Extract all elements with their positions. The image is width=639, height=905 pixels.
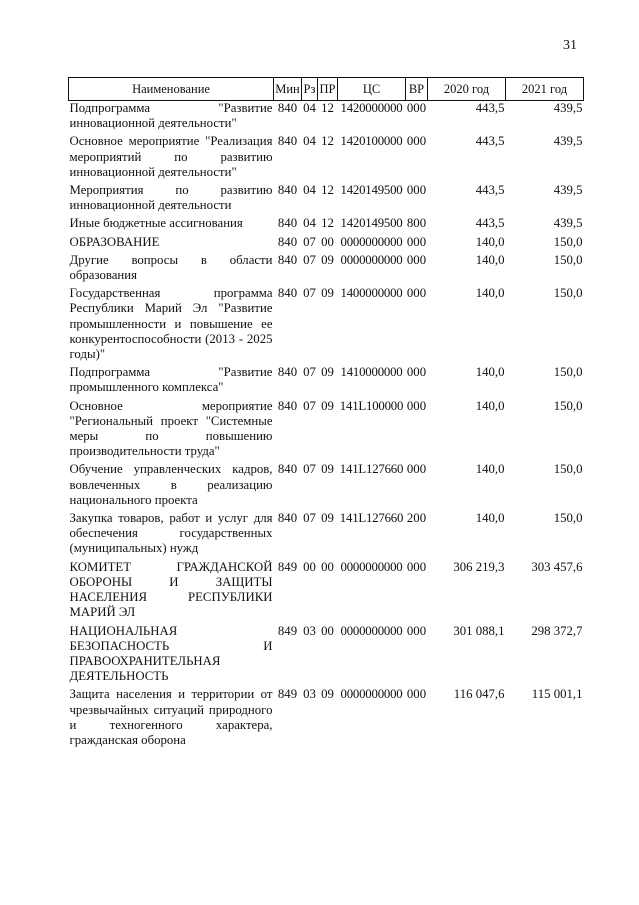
row-cs: 0000000000	[340, 559, 403, 574]
row-cs: 1410000000	[340, 365, 403, 380]
row-2021: 303 457,6	[531, 559, 583, 574]
row-pr: 12	[321, 216, 334, 231]
row-vr: 000	[406, 286, 427, 301]
row-vr: 000	[406, 559, 427, 574]
row-min: 840	[277, 252, 298, 267]
table-row	[69, 621, 584, 685]
row-2020: 116 047,6	[453, 687, 505, 702]
row-pr: 09	[321, 398, 334, 413]
row-cs: 1420149500	[340, 183, 403, 198]
row-vr: 000	[406, 687, 427, 702]
row-name: Основное мероприятие "Региональный проект "Системные меры по повышению производительности труда"	[69, 398, 273, 459]
header-min: Мин	[274, 78, 302, 101]
row-cs: 0000000000	[340, 234, 403, 249]
row-pr: 09	[321, 286, 334, 301]
row-2020: 443,5	[475, 101, 505, 115]
row-rz: 03	[303, 623, 316, 638]
row-rz: 04	[303, 101, 316, 115]
table-row	[69, 362, 584, 395]
row-pr: 12	[321, 134, 334, 149]
row-cs: 141L127660	[339, 462, 404, 477]
table-row	[69, 101, 584, 132]
table-row	[69, 283, 584, 362]
row-cs: 0000000000	[340, 252, 403, 267]
row-pr: 09	[321, 462, 334, 477]
row-2021: 150,0	[553, 286, 583, 301]
row-min: 840	[277, 511, 298, 526]
row-vr: 000	[406, 623, 427, 638]
row-2021: 439,5	[553, 134, 583, 149]
row-name: ОБРАЗОВАНИЕ	[69, 234, 160, 249]
row-cs: 1420000000	[340, 101, 403, 115]
row-cs: 1420149500	[340, 216, 403, 231]
row-rz: 07	[303, 252, 316, 267]
row-cs: 141L127660	[339, 511, 404, 526]
row-name: Иные бюджетные ассигнования	[69, 216, 243, 231]
row-name: Подпрограмма "Развитие инновационной деятельности"	[69, 101, 273, 131]
row-name: КОМИТЕТ ГРАЖДАНСКОЙ ОБОРОНЫ И ЗАЩИТЫ НАСЕЛЕНИЯ РЕСПУБЛИКИ МАРИЙ ЭЛ	[69, 559, 273, 620]
budget-table	[68, 77, 584, 748]
row-pr: 09	[321, 687, 334, 702]
row-pr: 00	[321, 234, 334, 249]
header-2020: 2020 год	[428, 78, 506, 101]
row-cs: 0000000000	[340, 623, 403, 638]
row-2020: 140,0	[475, 462, 505, 477]
row-2021: 439,5	[553, 101, 583, 115]
row-cs: 1420100000	[340, 134, 403, 149]
row-min: 849	[277, 623, 298, 638]
row-name: Другие вопросы в области образования	[69, 252, 273, 283]
row-2021: 298 372,7	[531, 623, 583, 638]
row-vr: 000	[406, 134, 427, 149]
row-2020: 301 088,1	[453, 623, 505, 638]
row-2021: 150,0	[553, 398, 583, 413]
row-name: Мероприятия по развитию инновационной деятельности	[69, 183, 273, 213]
row-min: 840	[277, 234, 298, 249]
table-row	[69, 232, 584, 250]
row-min: 840	[277, 216, 298, 231]
row-rz: 07	[303, 462, 316, 477]
row-min: 849	[277, 559, 298, 574]
row-2021: 439,5	[553, 183, 583, 198]
page-number: 31	[563, 38, 577, 53]
row-vr: 000	[406, 234, 427, 249]
row-2020: 306 219,3	[453, 559, 505, 574]
row-2020: 140,0	[475, 398, 505, 413]
row-2020: 443,5	[475, 183, 505, 198]
row-rz: 04	[303, 134, 316, 149]
row-vr: 800	[406, 216, 427, 231]
row-2021: 115 001,1	[531, 687, 583, 702]
row-pr: 09	[321, 511, 334, 526]
table-row	[69, 396, 584, 460]
table-row	[69, 180, 584, 213]
row-2020: 443,5	[475, 134, 505, 149]
row-name: Закупка товаров, работ и услуг для обеспечения государственных (муниципальных) нужд	[69, 511, 273, 556]
row-2020: 443,5	[475, 216, 505, 231]
row-2021: 150,0	[553, 234, 583, 249]
row-min: 840	[277, 183, 298, 198]
table-row	[69, 250, 584, 283]
row-2020: 140,0	[475, 365, 505, 380]
table-row	[69, 213, 584, 231]
row-name: Государственная программа Республики Марий Эл "Развитие промышленности и повышение ее конкурентоспособности (2013 - 2025 годы)"	[69, 286, 273, 362]
row-2021: 150,0	[553, 511, 583, 526]
header-2021: 2021 год	[506, 78, 584, 101]
row-2020: 140,0	[475, 511, 505, 526]
row-pr: 09	[321, 252, 334, 267]
table-row	[69, 684, 584, 748]
row-2021: 150,0	[553, 462, 583, 477]
header-cs: ЦС	[338, 78, 406, 101]
row-name: Основное мероприятие "Реализация мероприятий по развитию инновационной деятельности"	[69, 134, 273, 179]
table-header	[69, 78, 584, 101]
row-min: 840	[277, 398, 298, 413]
row-pr: 12	[321, 183, 334, 198]
header-name: Наименование	[69, 78, 274, 101]
row-pr: 00	[321, 559, 334, 574]
row-vr: 000	[406, 462, 427, 477]
row-rz: 00	[303, 559, 316, 574]
row-vr: 000	[406, 183, 427, 198]
row-rz: 04	[303, 183, 316, 198]
row-min: 840	[277, 462, 298, 477]
row-cs: 1400000000	[340, 286, 403, 301]
row-rz: 03	[303, 687, 316, 702]
row-2021: 150,0	[553, 365, 583, 380]
table-row	[69, 131, 584, 180]
header-rz: Рз	[302, 78, 318, 101]
row-vr: 000	[406, 252, 427, 267]
row-name: НАЦИОНАЛЬНАЯ БЕЗОПАСНОСТЬ И ПРАВООХРАНИТЕЛЬНАЯ ДЕЯТЕЛЬНОСТЬ	[69, 623, 273, 684]
row-min: 840	[277, 134, 298, 149]
table-body	[69, 101, 584, 749]
row-rz: 07	[303, 286, 316, 301]
row-2020: 140,0	[475, 252, 505, 267]
row-rz: 07	[303, 398, 316, 413]
row-min: 849	[277, 687, 298, 702]
row-vr: 000	[406, 398, 427, 413]
row-cs: 141L100000	[339, 398, 404, 413]
row-rz: 07	[303, 365, 316, 380]
row-vr: 000	[406, 101, 427, 115]
header-pr: ПР	[318, 78, 338, 101]
row-pr: 00	[321, 623, 334, 638]
row-rz: 04	[303, 216, 316, 231]
row-2020: 140,0	[475, 234, 505, 249]
row-rz: 07	[303, 511, 316, 526]
header-row	[69, 78, 584, 101]
header-vr: ВР	[406, 78, 428, 101]
row-min: 840	[277, 101, 298, 115]
row-min: 840	[277, 286, 298, 301]
row-pr: 12	[321, 101, 334, 115]
table-row	[69, 508, 584, 557]
table-row	[69, 459, 584, 508]
row-min: 840	[277, 365, 298, 380]
row-name: Обучение управленческих кадров, вовлеченных в реализацию национального проекта	[69, 462, 273, 507]
row-cs: 0000000000	[340, 687, 403, 702]
row-2020: 140,0	[475, 286, 505, 301]
table-row	[69, 557, 584, 621]
row-name: Защита населения и территории от чрезвычайных ситуаций природного и техногенного характера, гражданская оборона	[69, 687, 273, 747]
row-vr: 200	[406, 511, 427, 526]
row-rz: 07	[303, 234, 316, 249]
row-vr: 000	[406, 365, 427, 380]
row-2021: 439,5	[553, 216, 583, 231]
row-name: Подпрограмма "Развитие промышленного комплекса"	[69, 365, 273, 395]
row-pr: 09	[321, 365, 334, 380]
row-2021: 150,0	[553, 252, 583, 267]
